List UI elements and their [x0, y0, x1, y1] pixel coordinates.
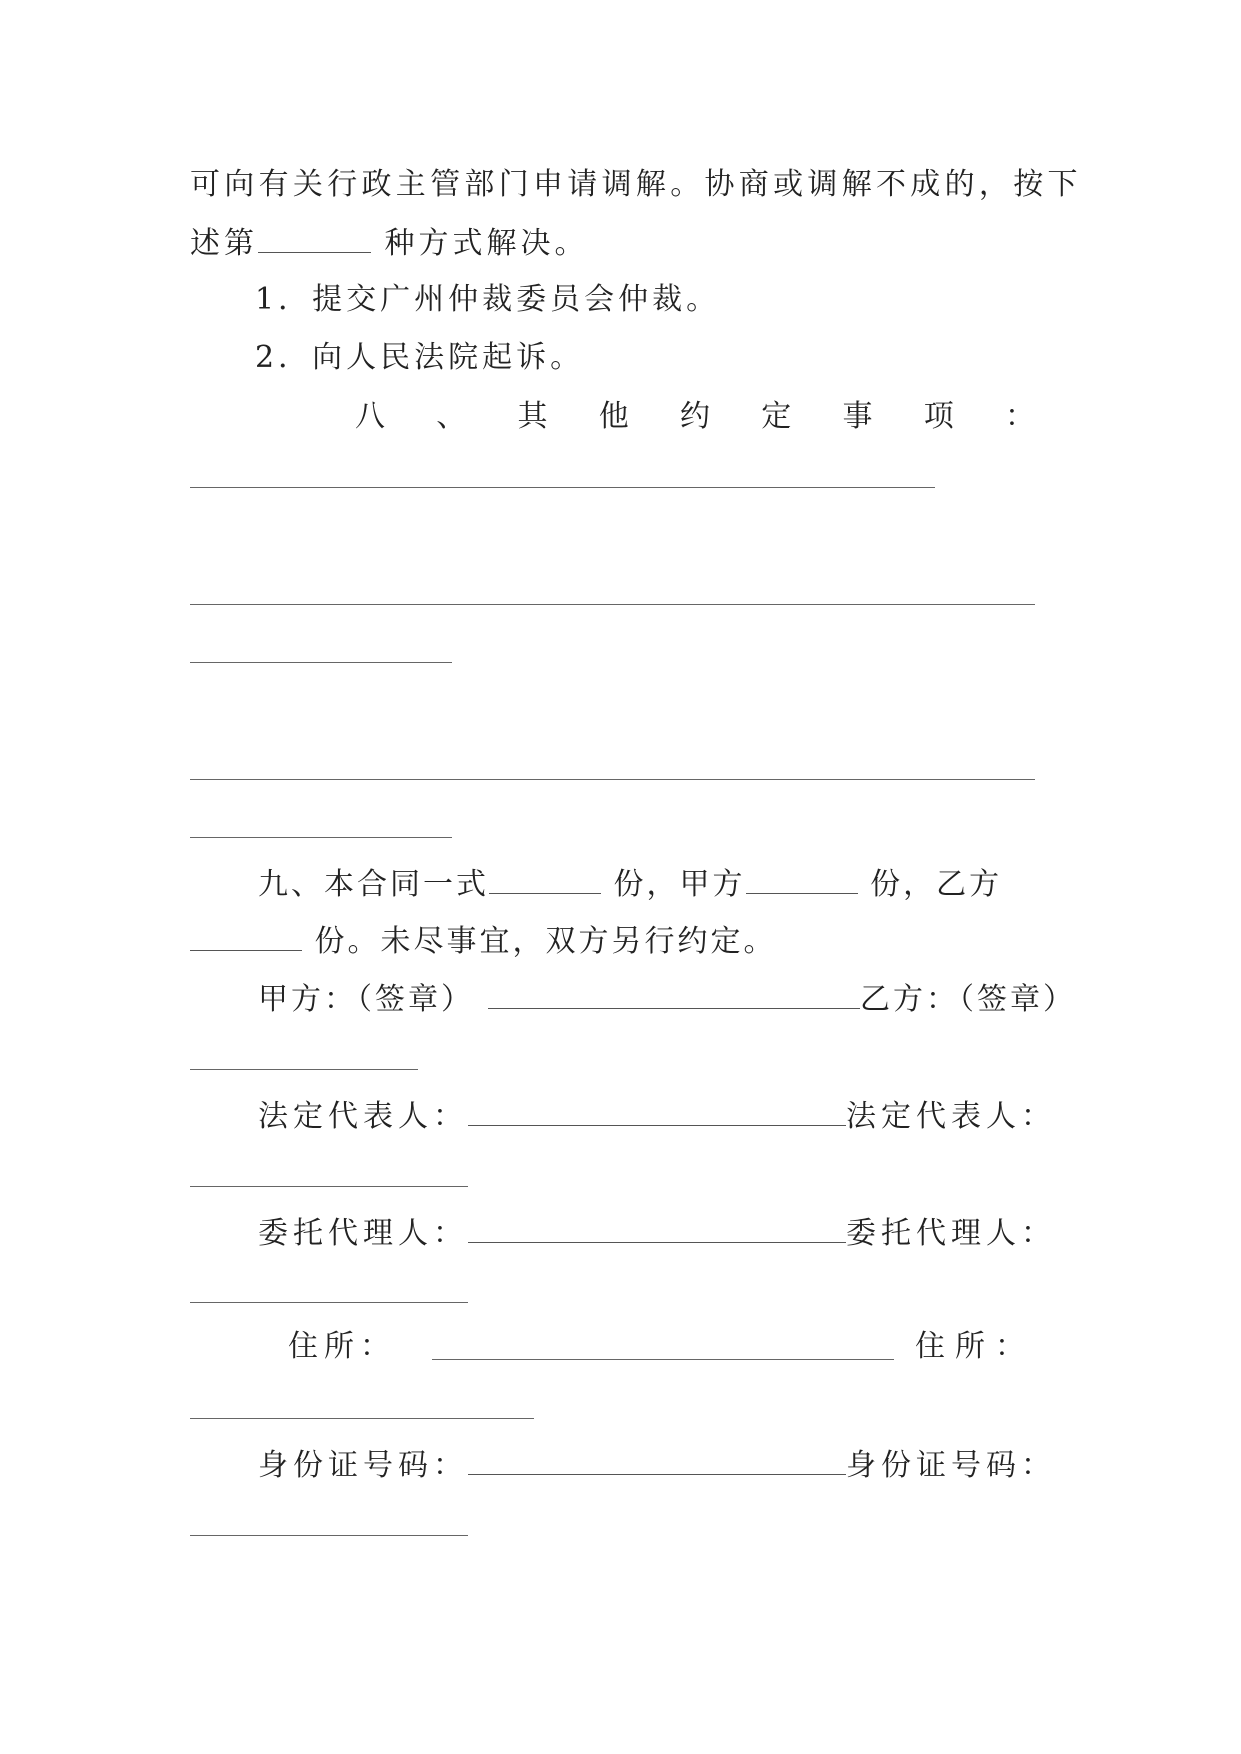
- section-9-line: [190, 920, 777, 962]
- paragraph-line: 可向有关行政主管部门申请调解。协商或调解不成的，按下: [190, 167, 1082, 202]
- signature-line: [258, 1444, 1056, 1486]
- copies-total-blank[interactable]: [489, 863, 601, 894]
- fill-in-line[interactable]: [190, 662, 452, 663]
- section-8-heading: [355, 397, 1035, 437]
- option-arbitration: 1．提交广州仲裁委员会仲裁。: [255, 282, 721, 317]
- heading-char: 约: [680, 399, 710, 434]
- copies-party-a-blank[interactable]: [746, 863, 858, 894]
- signature-line: [258, 1212, 1056, 1254]
- label-char: 住: [288, 1329, 318, 1364]
- text-fragment: 九、本合同一式: [258, 867, 489, 902]
- id-a-label: 身份证号码：: [258, 1448, 468, 1483]
- party-b-sign-blank[interactable]: [190, 1069, 418, 1070]
- paragraph-line: [190, 222, 589, 264]
- heading-char: 其: [517, 399, 548, 434]
- id-b-label: 身份证号码：: [846, 1448, 1056, 1483]
- method-number-blank[interactable]: [258, 222, 371, 253]
- heading-char: 定: [761, 399, 792, 434]
- label-char: 所: [955, 1329, 985, 1364]
- signature-line: [258, 978, 1076, 1020]
- legal-rep-b-label: 法定代表人：: [846, 1099, 1056, 1134]
- heading-char: 、: [436, 399, 467, 434]
- text-fragment: 述第: [190, 226, 258, 261]
- text-fragment: 份。未尽事宜，双方另行约定。: [302, 924, 777, 959]
- label-char: 所: [324, 1329, 354, 1364]
- party-a-sign-blank[interactable]: [488, 978, 860, 1009]
- text-fragment: 份，乙方: [857, 867, 1003, 902]
- heading-char: 项: [923, 399, 954, 434]
- address-a-label: [288, 1327, 390, 1367]
- text-fragment: 份，甲方: [601, 867, 746, 902]
- signature-line: [258, 1095, 1056, 1137]
- legal-rep-a-label: 法定代表人：: [258, 1099, 468, 1134]
- address-a-blank[interactable]: [432, 1359, 894, 1360]
- agent-b-label: 委托代理人：: [846, 1216, 1056, 1251]
- agent-a-label: 委托代理人：: [258, 1216, 468, 1251]
- fill-in-line[interactable]: [190, 779, 1035, 780]
- option-litigation: 2．向人民法院起诉。: [255, 340, 585, 375]
- heading-char: ：: [1005, 399, 1035, 434]
- id-a-blank[interactable]: [468, 1444, 846, 1475]
- label-char: ：: [995, 1329, 1025, 1364]
- fill-in-line[interactable]: [190, 837, 452, 838]
- fill-in-line[interactable]: [190, 604, 1035, 605]
- heading-char: 事: [842, 399, 873, 434]
- agent-b-blank[interactable]: [190, 1302, 468, 1303]
- party-b-sign-label: 乙方：（签章）: [860, 982, 1076, 1017]
- section-9-line: [258, 863, 1002, 905]
- fill-in-line[interactable]: [190, 487, 935, 488]
- heading-char: 他: [598, 399, 629, 434]
- label-char: ：: [360, 1329, 390, 1364]
- legal-rep-a-blank[interactable]: [468, 1095, 846, 1126]
- label-char: 住: [915, 1329, 945, 1364]
- text-fragment: 种方式解决。: [371, 226, 589, 261]
- address-b-blank[interactable]: [190, 1418, 534, 1419]
- id-b-blank[interactable]: [190, 1535, 468, 1536]
- copies-party-b-blank[interactable]: [190, 920, 302, 951]
- agent-a-blank[interactable]: [468, 1212, 846, 1243]
- legal-rep-b-blank[interactable]: [190, 1186, 468, 1187]
- address-b-label: [915, 1327, 1025, 1367]
- heading-char: 八: [355, 399, 385, 434]
- party-a-sign-label: 甲方：（签章）: [258, 982, 474, 1017]
